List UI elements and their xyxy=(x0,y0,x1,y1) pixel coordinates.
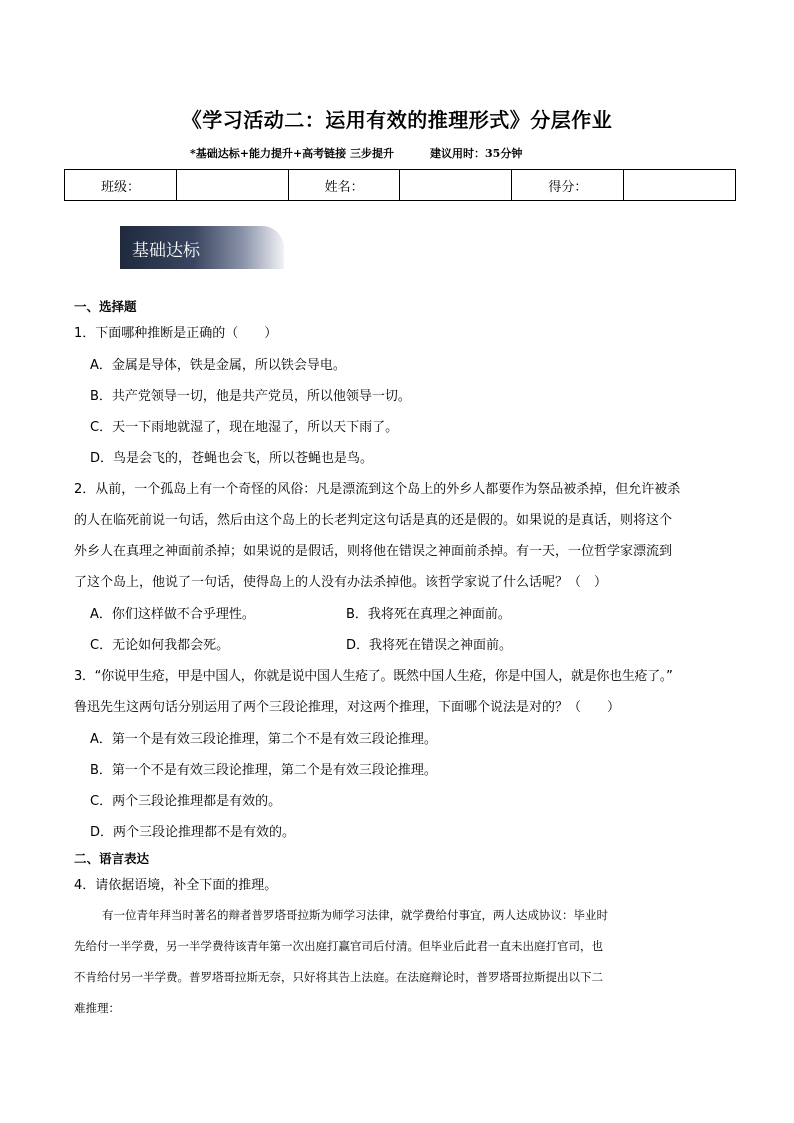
score-field[interactable] xyxy=(624,170,736,201)
class-field[interactable] xyxy=(176,170,288,201)
q1-option-c: C．天一下雨地就湿了，现在地湿了，所以天下雨了。 xyxy=(90,420,399,435)
q3-option-a: A．第一个是有效三段论推理，第二个不是有效三段论推理。 xyxy=(90,732,437,747)
info-table xyxy=(64,169,736,201)
q4-passage-line-3: 不肯给付另一半学费。普罗塔哥拉斯无奈，只好将其告上法庭。在法庭辩论时，普罗塔哥拉斯提出以下二 xyxy=(74,970,603,984)
q2-line-2: 的人在临死前说一句话，然后由这个岛上的长老判定这句话是真的还是假的。如果说的是真话，则将这个 xyxy=(74,513,673,528)
q2-option-d: D．我将死在错误之神面前。 xyxy=(346,638,513,653)
q2-option-c: C．无论如何我都会死。 xyxy=(90,638,230,653)
q1-option-d: D．鸟是会飞的，苍蝇也会飞，所以苍蝇也是鸟。 xyxy=(90,451,374,466)
q4-passage-line-4: 难推理： xyxy=(74,1001,120,1015)
subtitle xyxy=(190,145,522,161)
q2-option-a: A．你们这样做不合乎理性。 xyxy=(90,607,255,622)
section-heading-choice: 一、选择题 xyxy=(74,299,137,314)
q2-line-3: 外乡人在真理之神面前杀掉；如果说的是假话，则将他在错误之神面前杀掉。有一天，一位哲学家漂流到 xyxy=(74,544,673,559)
q2-option-b: B．我将死在真理之神面前。 xyxy=(346,607,511,622)
class-label: 班级： xyxy=(65,170,177,201)
q2-line-4: 了这个岛上，他说了一句话，使得岛上的人没有办法杀掉他。该哲学家说了什么话呢？（ ） xyxy=(74,575,608,590)
q1-option-a: A．金属是导体，铁是金属，所以铁会导电。 xyxy=(90,358,346,373)
banner-label: 基础达标 xyxy=(132,241,200,261)
q4-stem: 4．请依据语境，补全下面的推理。 xyxy=(74,878,278,893)
q3-option-d: D．两个三段论推理都不是有效的。 xyxy=(90,825,296,840)
q3-line-1: 3．“你说甲生疮，甲是中国人，你就是说中国人生疮了。既然中国人生疮，你是中国人，就是你也生疮了。” xyxy=(74,669,673,684)
score-label: 得分： xyxy=(512,170,624,201)
subtitle-steps: *基础达标+能力提升+高考链接 三步提升 xyxy=(190,147,395,160)
q3-option-c: C．两个三段论推理都是有效的。 xyxy=(90,794,282,809)
q2-line-1: 2．从前，一个孤岛上有一个奇怪的风俗：凡是漂流到这个岛上的外乡人都要作为祭品被杀掉，但允许被杀 xyxy=(74,482,681,497)
section-banner xyxy=(120,226,284,269)
name-field[interactable] xyxy=(400,170,512,201)
q3-line-2: 鲁迅先生这两句话分别运用了两个三段论推理，对这两个推理，下面哪个说法是对的？（ ） xyxy=(74,700,621,715)
q1-option-b: B．共产党领导一切，他是共产党员，所以他领导一切。 xyxy=(90,389,411,404)
q4-passage-line-2: 先给付一半学费，另一半学费待该青年第一次出庭打赢官司后付清。但毕业后此君一直未出庭打官司，也 xyxy=(74,939,603,953)
q3-option-b: B．第一个不是有效三段论推理，第二个是有效三段论推理。 xyxy=(90,763,437,778)
name-label: 姓名： xyxy=(288,170,400,201)
subtitle-time: 建议用时：35分钟 xyxy=(430,147,523,160)
q4-passage-line-1: 有一位青年拜当时著名的辩者普罗塔哥拉斯为师学习法律，就学费给付事宜，两人达成协议：毕业时 xyxy=(102,908,608,922)
section-heading-expression: 二、语言表达 xyxy=(74,851,150,866)
page-title: 《学习活动二：运用有效的推理形式》分层作业 xyxy=(181,108,613,132)
q1-stem: 1．下面哪种推断是正确的（ ） xyxy=(74,326,278,341)
